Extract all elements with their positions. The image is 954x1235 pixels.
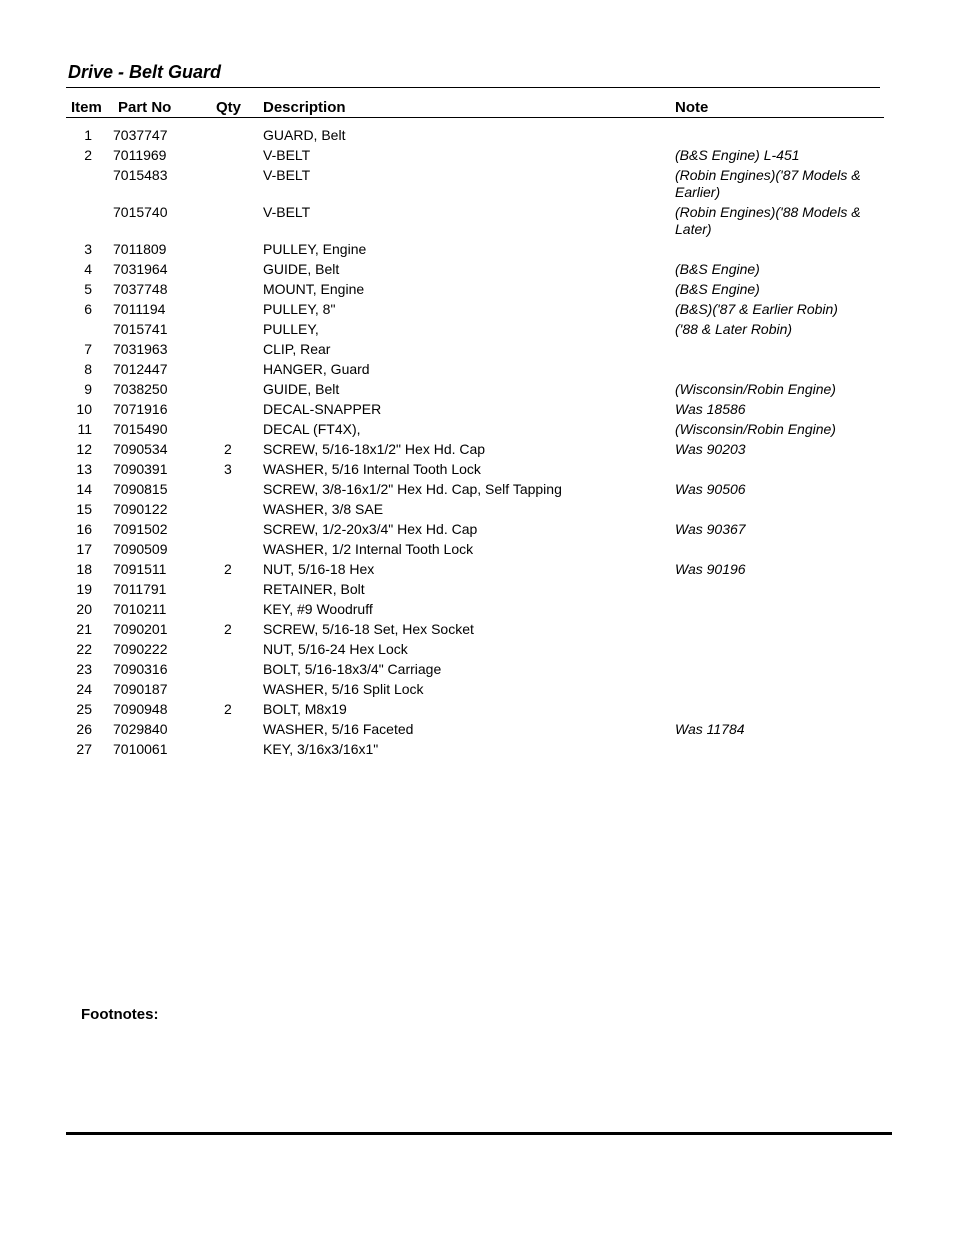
table-row bbox=[0, 281, 954, 298]
note: (B&S Engine) bbox=[675, 281, 760, 297]
description: NUT, 5/16-18 Hex bbox=[263, 561, 375, 577]
part-number: 7090948 bbox=[113, 701, 168, 717]
note: Was 90367 bbox=[675, 521, 746, 537]
part-number: 7090815 bbox=[113, 481, 168, 497]
note bbox=[675, 341, 875, 358]
part-number: 7037747 bbox=[113, 127, 168, 143]
table-row bbox=[0, 621, 954, 638]
part-number: 7090201 bbox=[113, 621, 168, 637]
table-row bbox=[0, 441, 954, 458]
note bbox=[675, 661, 875, 678]
note: Was 90203 bbox=[675, 441, 746, 457]
part-number: 7038250 bbox=[113, 381, 168, 397]
table-row bbox=[0, 321, 954, 338]
note bbox=[675, 741, 875, 758]
part-number: 7090122 bbox=[113, 501, 168, 517]
item-number: 19 bbox=[76, 581, 92, 597]
note: ('88 & Later Robin) bbox=[675, 321, 793, 337]
description: WASHER, 5/16 Split Lock bbox=[263, 681, 424, 697]
description: WASHER, 5/16 Internal Tooth Lock bbox=[263, 461, 481, 477]
table-row bbox=[0, 661, 954, 678]
table-row bbox=[0, 741, 954, 758]
description: NUT, 5/16-24 Hex Lock bbox=[263, 641, 408, 657]
part-number: 7037748 bbox=[113, 281, 168, 297]
part-number: 7015741 bbox=[113, 321, 168, 337]
item-number: 8 bbox=[84, 361, 92, 377]
item-number: 26 bbox=[76, 721, 92, 737]
note bbox=[675, 601, 875, 618]
item-number: 4 bbox=[84, 261, 92, 277]
item-number: 6 bbox=[84, 301, 92, 317]
header-description: Description bbox=[263, 99, 346, 116]
note: (B&S Engine) bbox=[675, 261, 760, 277]
part-number: 7090509 bbox=[113, 541, 168, 557]
quantity: 2 bbox=[224, 701, 232, 717]
page-title: Drive - Belt Guard bbox=[68, 62, 222, 82]
note: (B&S Engine) L-451 bbox=[675, 147, 800, 163]
item-number: 12 bbox=[76, 441, 92, 457]
item-number: 21 bbox=[76, 621, 92, 637]
note: Was 11784 bbox=[675, 721, 745, 737]
description: V-BELT bbox=[263, 167, 311, 183]
part-number: 7011969 bbox=[113, 147, 167, 163]
table-row bbox=[0, 204, 954, 238]
description: GUIDE, Belt bbox=[263, 261, 340, 277]
part-number: 7011809 bbox=[113, 241, 167, 257]
quantity: 3 bbox=[224, 461, 232, 477]
note bbox=[675, 241, 875, 258]
description: MOUNT, Engine bbox=[263, 281, 365, 297]
part-number: 7090391 bbox=[113, 461, 168, 477]
description: V-BELT bbox=[263, 147, 311, 163]
part-number: 7090187 bbox=[113, 681, 168, 697]
header-part-no: Part No bbox=[118, 99, 172, 116]
item-number: 10 bbox=[76, 401, 92, 417]
note bbox=[675, 541, 875, 558]
description: GUARD, Belt bbox=[263, 127, 346, 143]
part-number: 7011791 bbox=[113, 581, 167, 597]
item-number: 13 bbox=[76, 461, 92, 477]
description: SCREW, 1/2-20x3/4" Hex Hd. Cap bbox=[263, 521, 478, 537]
description: SCREW, 5/16-18x1/2" Hex Hd. Cap bbox=[263, 441, 486, 457]
table-row bbox=[0, 681, 954, 698]
description: BOLT, 5/16-18x3/4" Carriage bbox=[263, 661, 442, 677]
description: DECAL-SNAPPER bbox=[263, 401, 382, 417]
part-number: 7015740 bbox=[113, 204, 168, 220]
description: RETAINER, Bolt bbox=[263, 581, 365, 597]
part-number: 7031964 bbox=[113, 261, 168, 277]
table-header bbox=[0, 99, 954, 117]
item-number: 23 bbox=[76, 661, 92, 677]
item-number: 18 bbox=[76, 561, 92, 577]
item-number: 7 bbox=[84, 341, 92, 357]
description: PULLEY, 8" bbox=[263, 301, 336, 317]
note: (Wisconsin/Robin Engine) bbox=[675, 381, 836, 397]
part-number: 7015490 bbox=[113, 421, 168, 437]
note bbox=[675, 681, 875, 698]
part-number: 7090316 bbox=[113, 661, 168, 677]
part-number: 7012447 bbox=[113, 361, 168, 377]
part-number: 7090534 bbox=[113, 441, 168, 457]
description: PULLEY, Engine bbox=[263, 241, 367, 257]
description: SCREW, 3/8-16x1/2" Hex Hd. Cap, Self Tapping bbox=[263, 481, 562, 497]
table-row bbox=[0, 501, 954, 518]
table-row bbox=[0, 361, 954, 378]
item-number: 11 bbox=[77, 421, 92, 437]
part-number: 7031963 bbox=[113, 341, 168, 357]
header-item: Item bbox=[71, 99, 102, 116]
item-number: 3 bbox=[84, 241, 92, 257]
item-number: 24 bbox=[76, 681, 92, 697]
item-number: 15 bbox=[76, 501, 92, 517]
item-number: 27 bbox=[76, 741, 92, 757]
note bbox=[675, 701, 875, 718]
note bbox=[675, 361, 875, 378]
table-row bbox=[0, 127, 954, 144]
footnotes-label: Footnotes: bbox=[81, 1006, 159, 1023]
quantity: 2 bbox=[224, 441, 232, 457]
table-row bbox=[0, 401, 954, 418]
description: PULLEY, bbox=[263, 321, 319, 337]
item-number: 17 bbox=[76, 541, 92, 557]
item-number: 5 bbox=[84, 281, 92, 297]
header-divider bbox=[66, 117, 884, 118]
table-row bbox=[0, 701, 954, 718]
description: KEY, 3/16x3/16x1" bbox=[263, 741, 379, 757]
table-row bbox=[0, 341, 954, 358]
table-row bbox=[0, 581, 954, 598]
note bbox=[675, 581, 875, 598]
part-number: 7090222 bbox=[113, 641, 168, 657]
description: GUIDE, Belt bbox=[263, 381, 340, 397]
table-row bbox=[0, 601, 954, 618]
part-number: 7071916 bbox=[113, 401, 168, 417]
description: WASHER, 1/2 Internal Tooth Lock bbox=[263, 541, 474, 557]
table-row bbox=[0, 541, 954, 558]
table-row bbox=[0, 481, 954, 498]
note: (Wisconsin/Robin Engine) bbox=[675, 421, 836, 437]
header-note: Note bbox=[675, 99, 709, 116]
title-divider bbox=[66, 87, 880, 88]
item-number: 14 bbox=[76, 481, 92, 497]
part-number: 7015483 bbox=[113, 167, 168, 183]
quantity: 2 bbox=[224, 621, 232, 637]
table-row bbox=[0, 641, 954, 658]
table-row bbox=[0, 521, 954, 538]
note bbox=[675, 621, 875, 638]
note bbox=[675, 641, 875, 658]
table-row bbox=[0, 241, 954, 258]
note: Was 18586 bbox=[675, 401, 746, 417]
item-number: 1 bbox=[84, 127, 92, 143]
table-row bbox=[0, 261, 954, 278]
table-row bbox=[0, 721, 954, 738]
table-row bbox=[0, 421, 954, 438]
header-qty: Qty bbox=[216, 99, 242, 116]
table-row bbox=[0, 561, 954, 578]
quantity: 2 bbox=[224, 561, 232, 577]
description: KEY, #9 Woodruff bbox=[263, 601, 373, 617]
part-number: 7091511 bbox=[113, 561, 167, 577]
part-number: 7011194 bbox=[113, 301, 166, 317]
note: (B&S)('87 & Earlier Robin) bbox=[675, 301, 838, 317]
note bbox=[675, 461, 875, 478]
item-number: 2 bbox=[84, 147, 92, 163]
description: BOLT, M8x19 bbox=[263, 701, 347, 717]
part-number: 7010061 bbox=[113, 741, 168, 757]
bottom-divider bbox=[66, 1132, 892, 1135]
note: (Robin Engines)('88 Models & Later) bbox=[675, 204, 861, 237]
item-number: 20 bbox=[76, 601, 92, 617]
note: (Robin Engines)('87 Models & Earlier) bbox=[675, 167, 861, 200]
description: DECAL (FT4X), bbox=[263, 421, 361, 437]
note bbox=[675, 501, 875, 518]
description: CLIP, Rear bbox=[263, 341, 331, 357]
description: HANGER, Guard bbox=[263, 361, 370, 377]
description: SCREW, 5/16-18 Set, Hex Socket bbox=[263, 621, 474, 637]
item-number: 25 bbox=[76, 701, 92, 717]
table-row bbox=[0, 147, 954, 164]
table-row bbox=[0, 381, 954, 398]
description: WASHER, 5/16 Faceted bbox=[263, 721, 414, 737]
note bbox=[675, 127, 875, 144]
part-number: 7010211 bbox=[113, 601, 167, 617]
table-row bbox=[0, 167, 954, 201]
part-number: 7029840 bbox=[113, 721, 168, 737]
table-row bbox=[0, 301, 954, 318]
description: V-BELT bbox=[263, 204, 311, 220]
item-number: 16 bbox=[76, 521, 92, 537]
item-number: 22 bbox=[76, 641, 92, 657]
item-number: 9 bbox=[84, 381, 92, 397]
table-row bbox=[0, 461, 954, 478]
note: Was 90506 bbox=[675, 481, 746, 497]
parts-table bbox=[0, 127, 954, 761]
note: Was 90196 bbox=[675, 561, 746, 577]
part-number: 7091502 bbox=[113, 521, 168, 537]
description: WASHER, 3/8 SAE bbox=[263, 501, 384, 517]
